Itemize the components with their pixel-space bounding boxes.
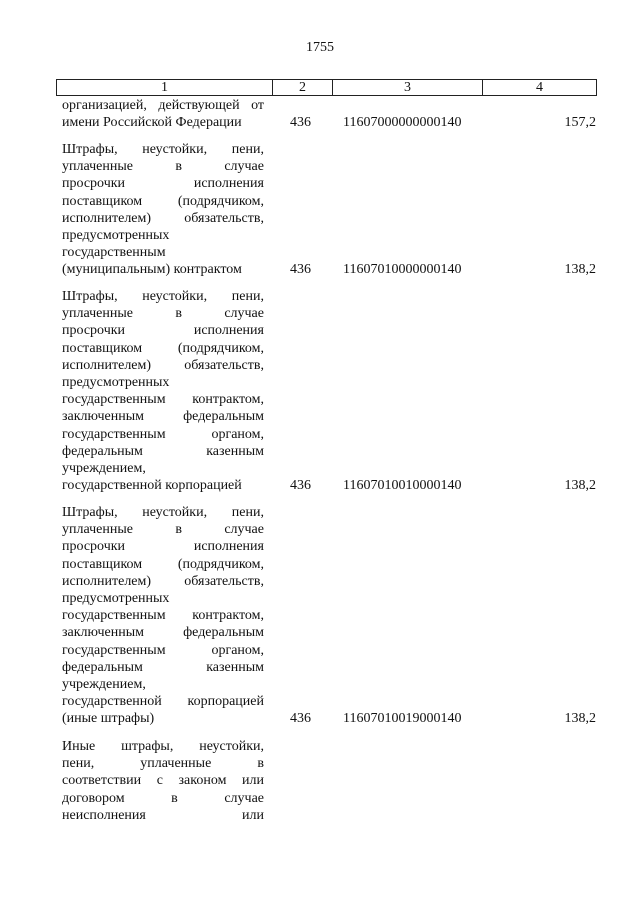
description-line: просрочки исполнения xyxy=(62,176,264,192)
description-line: заключенным федеральным xyxy=(62,625,264,641)
description-line: имени Российской Федерации xyxy=(62,115,242,131)
description-line: предусмотренных xyxy=(62,228,170,244)
description-line: неисполнения или xyxy=(62,807,264,823)
description-line: федеральным казенным xyxy=(62,443,264,459)
description-line: (иные штрафы) xyxy=(62,711,155,727)
description-line: пени, уплаченные в xyxy=(62,756,264,772)
description-line: учреждением, xyxy=(62,677,146,693)
description-line: государственным органом, xyxy=(62,642,264,658)
description-line: государственной корпорацией xyxy=(62,478,242,494)
description-line: договором в случае xyxy=(62,790,264,806)
description-line: Штрафы, неустойки, пени, xyxy=(62,505,264,520)
description-line: государственным контрактом, xyxy=(62,608,264,624)
description-line: Иные штрафы, неустойки, xyxy=(62,739,264,754)
row-description xyxy=(62,504,264,728)
row-kbk: 11607010019000140 xyxy=(343,711,462,727)
row-code: 436 xyxy=(290,478,311,494)
description-line: уплаченные в случае xyxy=(62,522,264,538)
description-line: исполнителем) обязательств, xyxy=(62,357,264,373)
row-code: 436 xyxy=(290,262,311,278)
header-col-1: 1 xyxy=(57,80,273,95)
description-line: Штрафы, неустойки, пени, xyxy=(62,142,264,157)
header-col-4: 4 xyxy=(536,80,543,95)
row-code: 436 xyxy=(290,711,311,727)
description-line: федеральным казенным xyxy=(62,659,264,675)
description-line: исполнителем) обязательств, xyxy=(62,210,264,226)
row-kbk: 11607000000000140 xyxy=(343,115,462,131)
row-amount: 138,2 xyxy=(564,262,596,278)
description-line: заключенным федеральным xyxy=(62,409,264,425)
table-header xyxy=(56,79,597,96)
description-line: соответствии с законом или xyxy=(62,773,264,789)
description-line: поставщиком (подрядчиком, xyxy=(62,340,264,356)
description-line: просрочки исполнения xyxy=(62,539,264,555)
description-line: уплаченные в случае xyxy=(62,159,264,175)
row-amount: 157,2 xyxy=(564,115,596,131)
row-description xyxy=(62,141,264,279)
description-line: государственным органом, xyxy=(62,426,264,442)
row-description xyxy=(62,97,264,131)
row-code: 436 xyxy=(290,115,311,131)
description-line: уплаченные в случае xyxy=(62,306,264,322)
row-amount: 138,2 xyxy=(564,711,596,727)
description-line: просрочки исполнения xyxy=(62,323,264,339)
row-amount: 138,2 xyxy=(564,478,596,494)
row-description xyxy=(62,738,264,824)
header-col-2: 2 xyxy=(273,80,333,95)
page-number: 1755 xyxy=(306,40,334,55)
description-line: государственной корпорацией xyxy=(62,694,264,710)
description-line: Штрафы, неустойки, пени, xyxy=(62,289,264,304)
description-line: государственным контрактом, xyxy=(62,392,264,408)
description-line: учреждением, xyxy=(62,461,146,477)
description-line: предусмотренных xyxy=(62,375,170,391)
description-line: поставщиком (подрядчиком, xyxy=(62,556,264,572)
description-line: (муниципальным) контрактом xyxy=(62,262,242,278)
row-kbk: 11607010010000140 xyxy=(343,478,462,494)
description-line: исполнителем) обязательств, xyxy=(62,573,264,589)
description-line: организацией, действующей от xyxy=(62,98,264,113)
row-description xyxy=(62,288,264,494)
description-line: государственным xyxy=(62,245,166,261)
description-line: предусмотренных xyxy=(62,591,170,607)
description-line: поставщиком (подрядчиком, xyxy=(62,193,264,209)
header-col-3: 3 xyxy=(333,80,483,95)
row-kbk: 11607010000000140 xyxy=(343,262,462,278)
